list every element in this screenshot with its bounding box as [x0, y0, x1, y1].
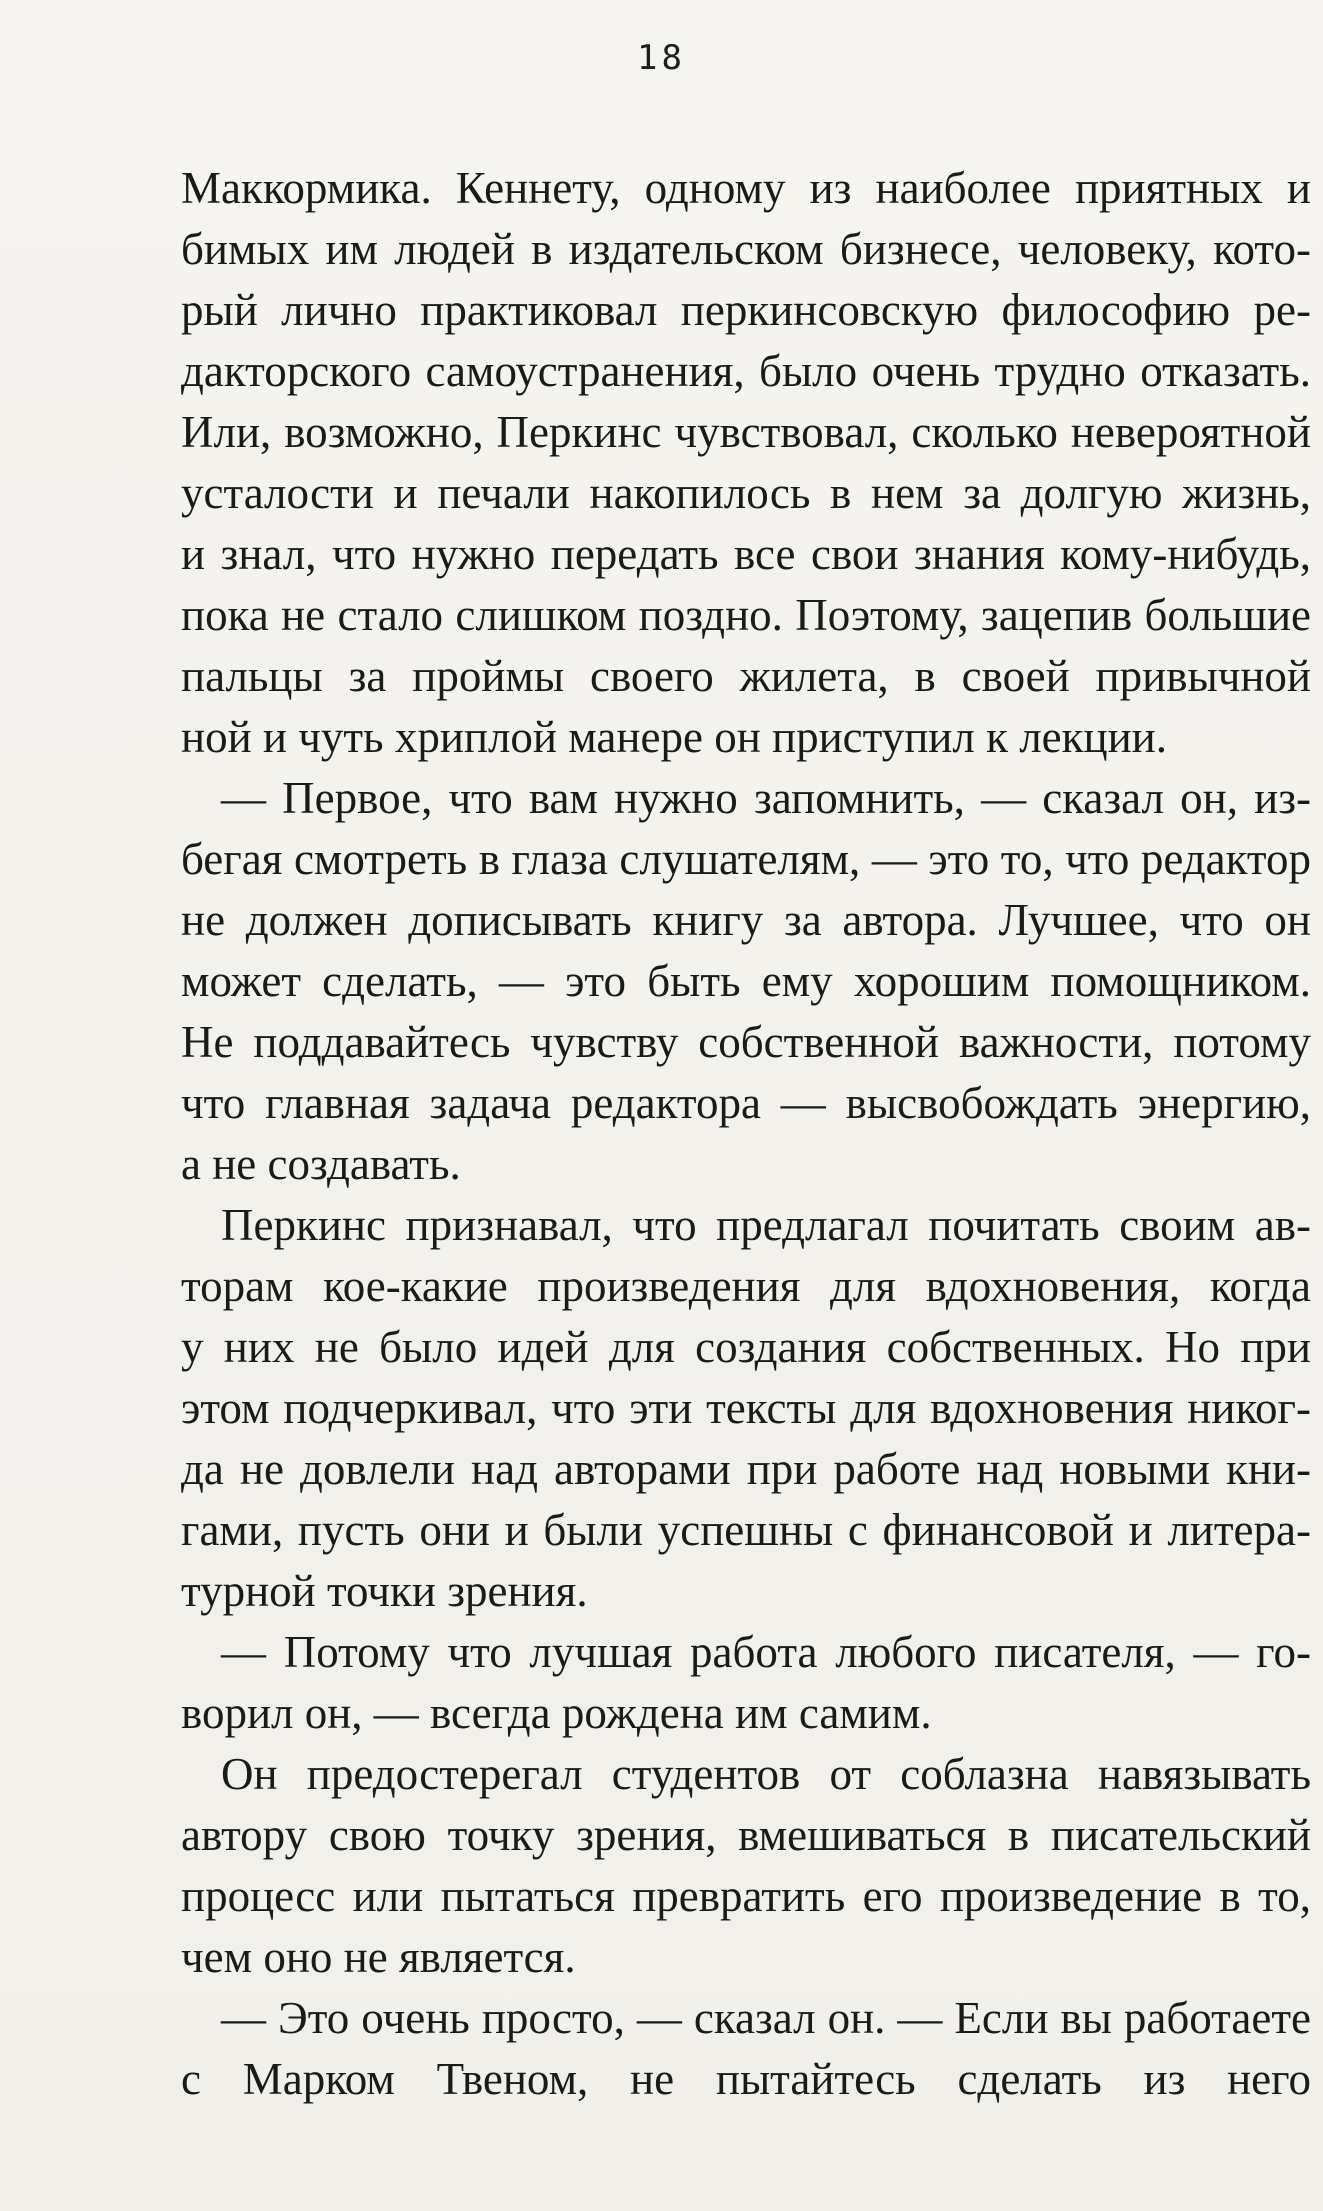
text-line: Перкинс признавал, что предлагал почитать своим ав-: [221, 1200, 1311, 1250]
text-line: пальцы за проймы своего жилета, в своей привычной: [181, 651, 1311, 701]
text-line: гами, пусть они и были успешны с финансовой и литера-: [181, 1505, 1311, 1555]
text-line: — Первое, что вам нужно запомнить, — сказал он, из-: [221, 773, 1311, 823]
text-line: этом подчеркивал, что эти тексты для вдохновения никог-: [181, 1383, 1311, 1433]
text-line: может сделать, — это быть ему хорошим помощником.: [181, 956, 1311, 1006]
text-line: да не довлели над авторами при работе над новыми кни-: [181, 1444, 1311, 1494]
text-line: а не создавать.: [181, 1139, 461, 1189]
text-line: и знал, что нужно передать все свои знания кому-нибудь,: [181, 529, 1311, 579]
page-number: 18: [637, 38, 686, 78]
text-line: — Потому что лучшая работа любого писателя, — го-: [221, 1627, 1311, 1677]
text-line: ной и чуть хриплой манере он приступил к лекции.: [181, 712, 1168, 762]
text-line: рый лично практиковал перкинсовскую философию ре-: [181, 285, 1311, 335]
text-line: торам кое-какие произведения для вдохновения, когда: [181, 1261, 1311, 1311]
text-line: турной точки зрения.: [181, 1566, 588, 1616]
body-text: [181, 158, 1311, 2110]
text-line: что главная задача редактора — высвобождать энергию,: [181, 1078, 1311, 1128]
text-line: дакторского самоустранения, было очень трудно отказать.: [181, 346, 1311, 396]
text-line: автору свою точку зрения, вмешиваться в писательский: [181, 1810, 1311, 1860]
text-line: бегая смотреть в глаза слушателям, — это то, что редактор: [181, 834, 1311, 884]
text-line: не должен дописывать книгу за автора. Лучшее, что он: [181, 895, 1311, 945]
text-line: усталости и печали накопилось в нем за долгую жизнь,: [181, 468, 1311, 518]
text-line: пока не стало слишком поздно. Поэтому, зацепив большие: [181, 590, 1311, 640]
text-line: Маккормика. Кеннету, одному из наиболее приятных и: [181, 163, 1311, 213]
text-line: с Марком Твеном, не пытайтесь сделать из него: [181, 2054, 1311, 2104]
text-line: процесс или пытаться превратить его произведение в то,: [181, 1871, 1311, 1921]
text-line: Он предостерегал студентов от соблазна навязывать: [221, 1749, 1311, 1799]
text-line: — Это очень просто, — сказал он. — Если вы работаете: [221, 1993, 1311, 2043]
text-line: Не поддавайтесь чувству собственной важности, потому: [181, 1017, 1311, 1067]
text-line: Или, возможно, Перкинс чувствовал, сколько невероятной: [181, 407, 1311, 457]
text-line: бимых им людей в издательском бизнесе, человеку, кото-: [181, 224, 1311, 274]
text-line: у них не было идей для создания собственных. Но при: [181, 1322, 1311, 1372]
text-line: чем оно не является.: [181, 1932, 576, 1982]
text-line: ворил он, — всегда рождена им самим.: [181, 1688, 932, 1738]
